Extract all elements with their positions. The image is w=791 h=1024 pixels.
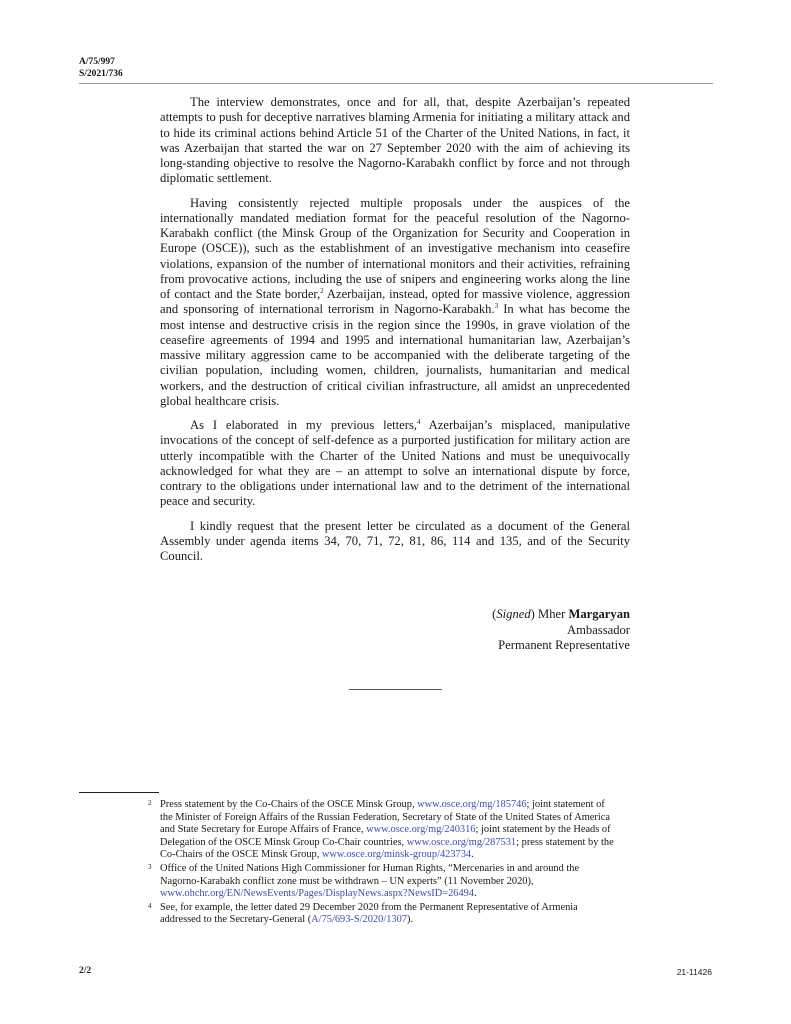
paragraph-4: I kindly request that the present letter be circulated as a document of the General Assembly under agenda items 34, 70, 71, 72, 81, 86, 114 and 135, and of the Security Council. [160, 518, 630, 563]
signed-label: Signed [496, 607, 531, 621]
link-ohchr-news[interactable]: www.ohchr.org/EN/NewsEvents/Pages/DisplayNews.aspx?NewsID=26494 [160, 888, 475, 900]
document-code: 21-11426 [676, 967, 712, 977]
document-symbols [79, 56, 123, 80]
letter-body [160, 95, 630, 573]
link-osce-287531[interactable]: www.osce.org/mg/287531 [406, 836, 517, 848]
signer-first-name: Mher [538, 607, 566, 621]
link-osce-423734[interactable]: www.osce.org/minsk-group/423734 [321, 849, 472, 861]
signature-block [492, 607, 630, 654]
link-osce-185746[interactable]: www.osce.org/mg/185746 [417, 799, 527, 810]
page-number: 2/2 [79, 966, 92, 976]
footnote-separator [79, 792, 159, 793]
paragraph-3: As I elaborated in my previous letters,$^4$ Azerbaijan’s misplaced, manipulative invocations of the concept of self-defence as a purported justification for military action are utterly incompatible with the Charter of the United Nations and must be unequivocally acknowledged for what they are – an attempt to solve an international dispute by force, contrary to the obligations under international law and to the detriment of the international peace and security. [160, 418, 631, 509]
sc-symbol: S/2021/736 [79, 69, 123, 79]
header-divider [79, 83, 713, 84]
link-osce-240316[interactable]: www.osce.org/mg/240316 [366, 824, 476, 836]
footnote-4: 4 See, for example, the letter dated 29 December 2020 from the Permanent Representative of Armenia addressed to the Secretary-General (A/75/693-S/2020/1307). [148, 901, 578, 926]
footnote-ref-2[interactable]: 2 [320, 287, 324, 295]
footnote-ref-4[interactable]: 4 [417, 418, 421, 426]
signer-position: Permanent Representative [498, 638, 630, 653]
signer-title: Ambassador [567, 622, 630, 637]
footnotes [148, 799, 618, 928]
signature-name-line: (Signed) Mher Margaryan [492, 607, 630, 621]
footnote-number: 4 [148, 901, 152, 910]
signer-last-name: Margaryan [568, 607, 630, 621]
link-a-75-693[interactable]: A/75/693-S/2020/1307 [311, 914, 408, 926]
end-of-text-rule [349, 689, 442, 690]
ga-symbol: A/75/997 [79, 57, 115, 67]
footnote-ref-3[interactable]: 3 [494, 302, 499, 311]
footnote-number: 3 [148, 862, 152, 871]
footnote-2: 2 Press statement by the Co-Chairs of the OSCE Minsk Group, www.osce.org/mg/185746; joint statement of the Minister of Foreign Affairs of the Russian Federation, Secretary of State of the United States of America and State Secretary for Europe Affairs of France, www.osce.org/mg/240316; joint statement by the Heads of Delegation of the OSCE Minsk Group Co-Chair countries, www.osce.org/mg/287531; press statement by the Co-Chairs of the OSCE Minsk Group, www.osce.org/minsk-group/423734. [148, 799, 614, 861]
paragraph-1: The interview demonstrates, once and for all, that, despite Azerbaijan’s repeated attempts to push for deceptive narratives blaming Armenia for initiating a military attack and to hide its criminal actions behind Article 51 of the Charter of the United Nations, in fact, it was Azerbaijan that started the war on 27 September 2020 with the aim of achieving its long-standing objective to resolve the Nagorno-Karabakh conflict by force and not through diplomatic settlement. [160, 95, 630, 186]
footnote-3: 3 Office of the United Nations High Commissioner for Human Rights, “Mercenaries in and around the Nagorno-Karabakh conflict zone must be withdrawn – UN experts” (11 November 2020), www.ohchr.org/EN/NewsEvents/Pages/DisplayNews.aspx?NewsID=26494. [148, 862, 580, 900]
footnote-number: 2 [148, 799, 152, 807]
paragraph-2: Having consistently rejected multiple proposals under the auspices of the internationally mandated mediation format for the peaceful resolution of the Nagorno-Karabakh conflict (the Minsk Group of the Organization for Security and Cooperation in Europe (OSCE)), such as the establishment of an investigative mechanism into ceasefire violations, expansion of the number of international monitors and their activities, refraining from provocative actions, including the use of snipers and engineering works along the line of contact and the State border,$^2$ Azerbaijan, instead, opted for massive violence, aggression and sponsoring of international terrorism in Nagorno-Karabakh.$^3$ In what has become the most intense and destructive crisis in the region since the 1990s, in grave violation of the ceasefire agreements of 1994 and 1995 and international humanitarian law, Azerbaijan’s massive military aggression came to be accompanied with the deliberate targeting of the civilian population, including women, children, journalists, humanitarian and medical workers, and the destruction of critical civilian infrastructure, all amidst an unprecedented global healthcare crisis. [160, 195, 630, 408]
